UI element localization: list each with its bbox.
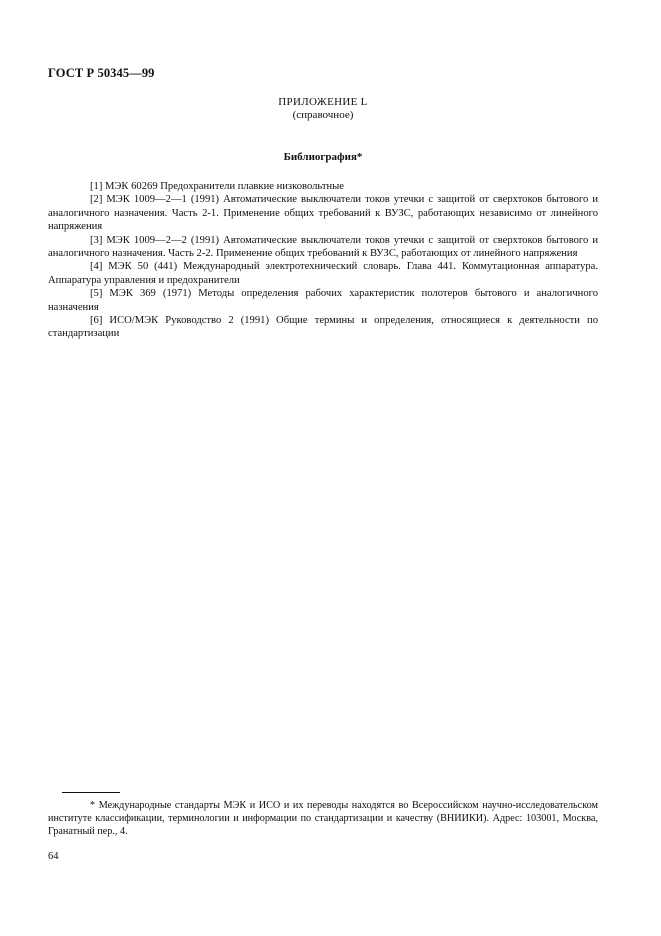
footnote: * Международные стандарты МЭК и ИСО и их переводы находятся во Всероссийском научно-исследовательском институте классификации, терминологии и информации по стандартизации и качеству (ВНИИКИ). Адрес: 103001, Москва, Гранатный пер., 4. <box>48 800 598 837</box>
bibliography-list <box>48 180 598 341</box>
bibliography-item: [6] ИСО/МЭК Руководство 2 (1991) Общие термины и определения, относящиеся к деятельности по стандартизации <box>48 315 598 340</box>
bibliography-item: [2] МЭК 1009—2—1 (1991) Автоматические выключатели токов утечки с защитой от сверхтоков бытового и аналогичного назначения. Часть 2-1. Применение общих требований к ВУЗС, работающих независимо от линейного напряжения <box>48 194 598 233</box>
footnote-separator <box>62 792 120 793</box>
bibliography-item: [4] МЭК 50 (441) Международный электротехнический словарь. Глава 441. Коммутационная аппаратура. Аппаратура управления и предохранители <box>48 261 598 286</box>
document-standard-id: ГОСТ Р 50345—99 <box>48 66 155 80</box>
bibliography-item: [3] МЭК 1009—2—2 (1991) Автоматические выключатели токов утечки с защитой от сверхтоков бытового и аналогичного назначения. Часть 2-2. Применение общих требований к ВУЗС, работающих от линейного напряжения <box>48 234 598 260</box>
annex-heading <box>48 96 598 122</box>
bibliography-title: Библиография* <box>283 151 363 163</box>
bibliography-item: [1] МЭК 60269 Предохранители плавкие низковольтные <box>90 181 344 192</box>
bibliography-item: [5] МЭК 369 (1971) Методы определения рабочих характеристик полотеров бытового и аналогичного назначения <box>48 288 598 313</box>
page-number: 64 <box>48 851 59 862</box>
annex-subtitle: (справочное) <box>292 109 354 121</box>
annex-title: ПРИЛОЖЕНИЕ L <box>278 96 368 108</box>
